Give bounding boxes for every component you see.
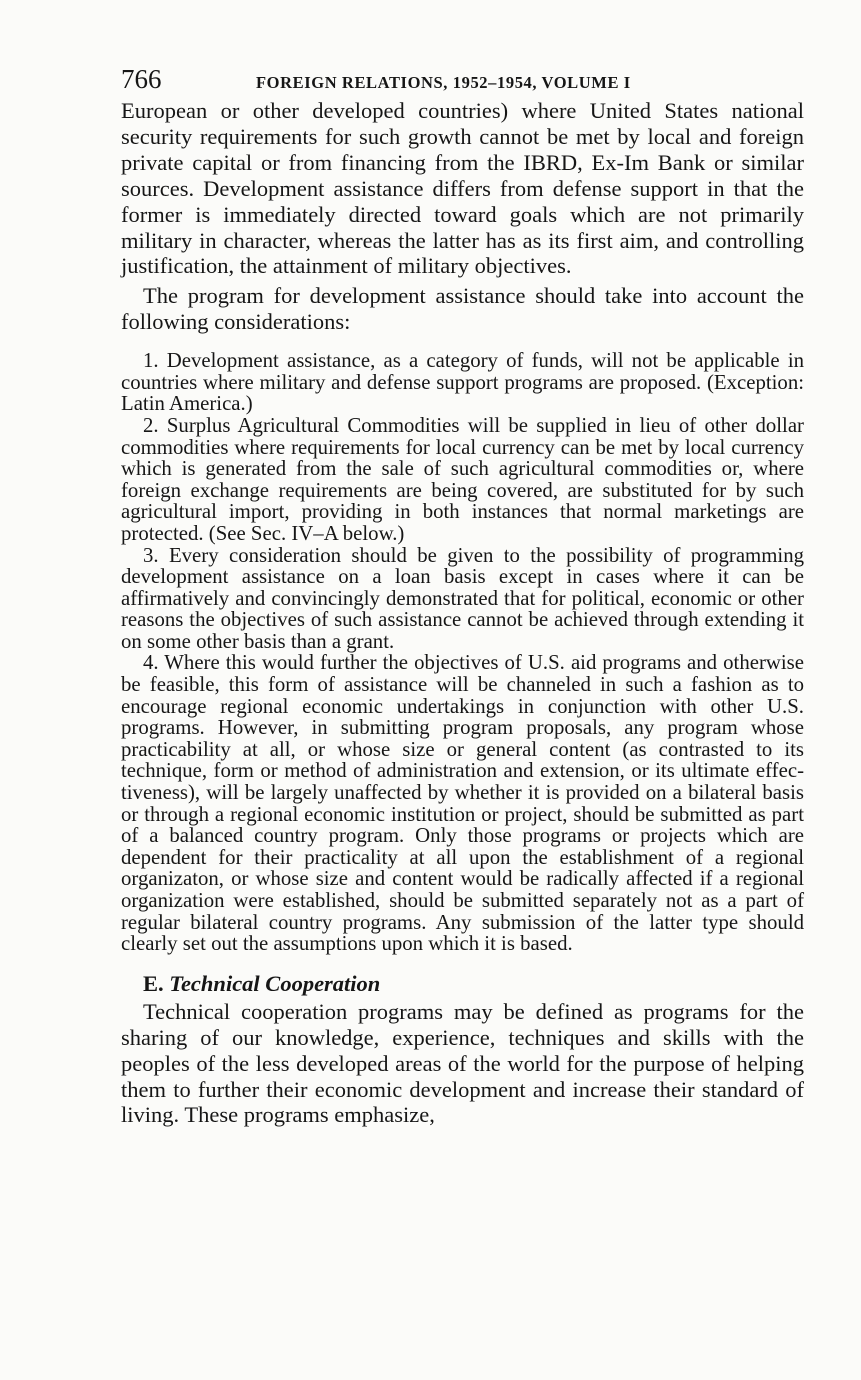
- paragraph-continuation: European or other developed countries) where United States national security requirements for such growth cannot be met by local and foreign private capital or from financing from the IBRD, Ex-Im Bank or similar sources. Development assistance differs from defense support in that the former is immediately directed toward goals which are not primarily military in character, whereas the latter has as its first aim, and controlling justification, the attainment of military objectives.: [121, 98, 804, 279]
- section-heading: [121, 971, 804, 997]
- section-title: Technical Cooperation: [169, 970, 381, 996]
- paragraph-program-intro: The program for development assistance should take into account the following considerations:: [121, 283, 804, 335]
- running-head: [121, 60, 804, 98]
- list-item-2: 2. Surplus Agricultural Commodities will be supplied in lieu of other dollar commodities where requirements for local currency can be met by local currency which is generated from the sale of such agricultural commodities or, where foreign exchange requirements are being covered, are substituted for by such agricultural import, providing in both instances that normal marketings are protected. (See Sec. IV–A below.): [121, 413, 804, 545]
- page-number: 766: [121, 64, 162, 94]
- document-page: [121, 60, 804, 1128]
- section-label: E.: [143, 970, 164, 996]
- paragraph-technical-cooperation: Technical cooperation programs may be defined as programs for the sharing of our knowledge, experience, techniques and skills with the peoples of the less developed areas of the world for the purpose of helping them to further their economic development and increase their standard of living. These programs emphasize,: [121, 998, 804, 1128]
- list-item-1: 1. Development assistance, as a category of funds, will not be applicable in countries where military and defense support programs are proposed. (Exception: Latin America.): [121, 349, 804, 416]
- list-item-4: 4. Where this would further the objectives of U.S. aid programs and otherwise be feasible, this form of assistance will be channeled in such a fashion as to encourage regional economic undertakings in conjunction with other U.S. programs. However, in submitting program proposals, any program whose practicability at all, or whose size or general content (as contrasted to its technique, form or method of administration and extension, or its ultimate effectiveness), will be largely unaffected by whether it is provided on a bilateral basis or through a regional economic institution or project, should be submitted as part of a balanced country program. Only those programs or projects which are dependent for their practicality at all upon the establishment of a regional organizaton, or whose size and content would be radically affected if a regional organization were established, should be submitted separately not as a part of regular bilateral country programs. Any submission of the latter type should clearly set out the assumptions upon which it is based.: [121, 651, 804, 956]
- list-item-3: 3. Every consideration should be given to the possibility of programming development assistance on a loan basis except in cases where it can be affirmatively and convincingly demonstrated that for political, economic or other reasons the objectives of such assistance cannot be achieved through extending it on some other basis than a grant.: [121, 543, 804, 653]
- running-head-title: FOREIGN RELATIONS, 1952–1954, VOLUME I: [256, 73, 631, 92]
- considerations-list: [121, 350, 804, 955]
